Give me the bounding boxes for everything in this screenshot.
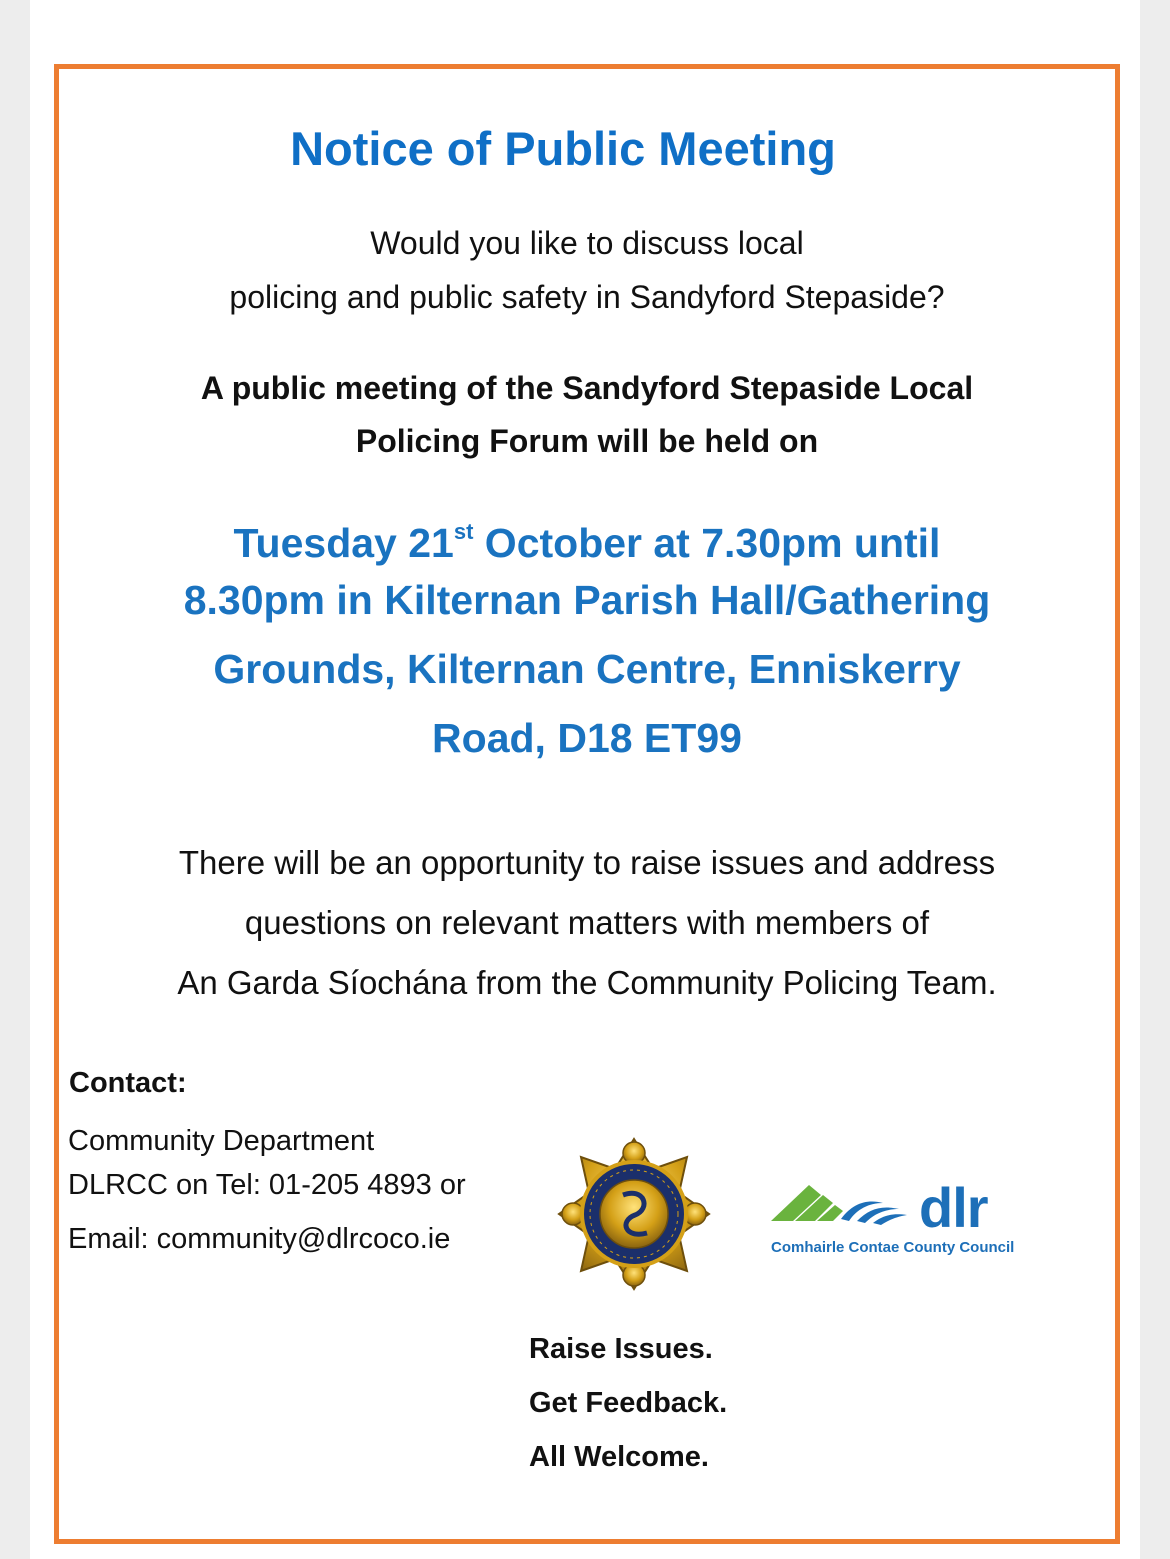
tagline-get-feedback: Get Feedback. [529, 1387, 728, 1419]
meeting-day: Tuesday 21 [233, 520, 454, 566]
dlr-logo [771, 1176, 1021, 1261]
opportunity-line-3: An Garda Síochána from the Community Policing Team. [177, 964, 997, 1001]
opportunity-line-2: questions on relevant matters with members of [244, 904, 930, 941]
intro-line-1: Would you like to discuss local [370, 225, 804, 261]
meeting-location-line-2: Grounds, Kilternan Centre, Enniskerry [213, 646, 961, 692]
dlr-caption: Comhairle Contae County Council [771, 1239, 1015, 1256]
intro-line-2: policing and public safety in Sandyford Stepaside? [229, 279, 945, 315]
contact-department: Community Department [68, 1125, 375, 1157]
forum-line-1: A public meeting of the Sandyford Stepaside Local [200, 370, 974, 406]
garda-crest-icon [555, 1135, 713, 1293]
meeting-time: October at 7.30pm until [473, 520, 941, 566]
contact-phone: DLRCC on Tel: 01-205 4893 or [68, 1169, 466, 1201]
contact-heading: Contact: [69, 1067, 187, 1099]
tagline-raise-issues: Raise Issues. [529, 1333, 713, 1365]
notice-title: Notice of Public Meeting [290, 122, 836, 175]
meeting-location-line-3: Road, D18 ET99 [432, 715, 742, 761]
notice-frame [54, 64, 1120, 1544]
meeting-location-line-1: 8.30pm in Kilternan Parish Hall/Gathering [183, 577, 991, 623]
dlr-wordmark: dlr [919, 1176, 988, 1239]
forum-line-2: Policing Forum will be held on [355, 423, 819, 459]
meeting-day-ordinal: st [453, 519, 474, 544]
opportunity-line-1: There will be an opportunity to raise issues and address [178, 844, 996, 881]
contact-email: Email: community@dlrcoco.ie [68, 1223, 451, 1255]
tagline-all-welcome: All Welcome. [529, 1441, 709, 1473]
dlr-waves-icon [771, 1181, 921, 1241]
